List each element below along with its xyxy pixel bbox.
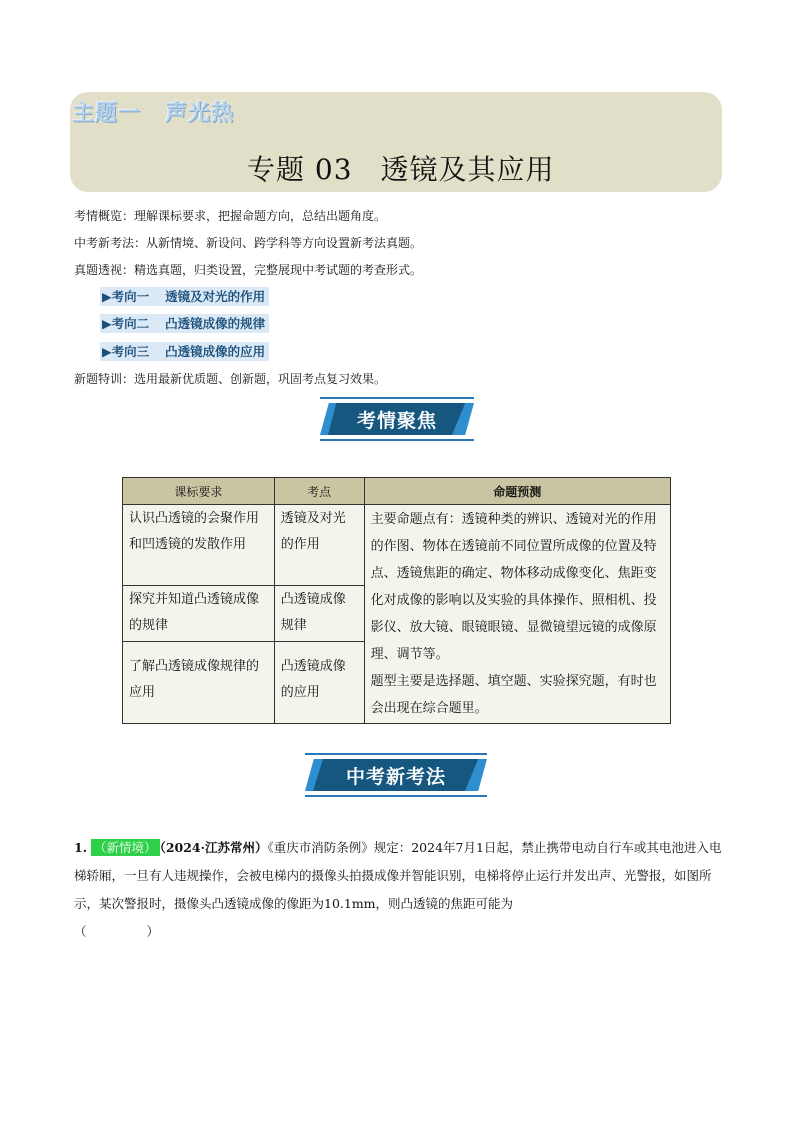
question-1 xyxy=(74,834,724,946)
question-tag-new-context: （新情境） xyxy=(91,839,160,856)
table-header-cell: 命题预测 xyxy=(364,478,670,505)
table-header-cell: 考点 xyxy=(274,478,364,505)
direction-link-3[interactable]: ▶考向三 凸透镜成像的应用 xyxy=(100,342,269,361)
curriculum-table xyxy=(122,477,671,724)
table-cell-requirement: 探究并知道凸透镜成像的规律 xyxy=(123,586,275,641)
section-banner-new-method xyxy=(305,753,487,797)
arrow-right-icon: ▶ xyxy=(102,316,112,331)
theme-title xyxy=(72,96,234,127)
table-cell-requirement: 了解凸透镜成像规律的应用 xyxy=(123,641,275,723)
table-cell-requirement: 认识凸透镜的会聚作用和凹透镜的发散作用 xyxy=(123,505,275,586)
section-banner-new-method-text: 中考新考法 xyxy=(345,765,446,788)
table-row xyxy=(123,505,671,586)
intro-line-overview: 考情概览：理解课标要求，把握命题方向，总结出题角度。 xyxy=(74,209,387,223)
intro-line-training: 新题特训：选用最新优质题、创新题，巩固考点复习效果。 xyxy=(74,372,387,386)
table-header-row xyxy=(123,478,671,505)
topic-title-b: 透镜及其应用 xyxy=(380,153,555,186)
arrow-right-icon: ▶ xyxy=(102,344,112,359)
section-banner-exam-focus-text: 考情聚焦 xyxy=(356,409,437,432)
answer-blank-close: ） xyxy=(146,924,160,939)
direction-link-1[interactable]: ▶考向一 透镜及对光的作用 xyxy=(100,287,269,306)
question-text: 《重庆市消防条例》规定：2024年7月1日起，禁止携带电动自行车或其电池进入电梯轿厢，一旦有人违规操作，会被电梯内的摄像头拍摄成像并智能识别，电梯将停止运行并发出声、光警报，如图所示，某次警报时，摄像头凸透镜成像的像距为10.1mm，则凸透镜的焦距可能为 xyxy=(74,840,722,911)
topic-title-a: 专题 03 xyxy=(247,153,353,186)
direction-link-2[interactable]: ▶考向二 凸透镜成像的规律 xyxy=(100,314,269,333)
table-cell-prediction xyxy=(364,505,670,724)
question-source: （2024·江苏常州） xyxy=(159,840,268,855)
table-header-cell: 课标要求 xyxy=(123,478,275,505)
question-number: 1. xyxy=(74,840,88,855)
table-cell-point: 透镜及对光的作用 xyxy=(274,505,364,586)
prediction-text: 主要命题点有：透镜种类的辨识、透镜对光的作用的作图、物体在透镜前不同位置所成像的位置及特点、透镜焦距的确定、物体移动成像变化、焦距变化对成像的影响以及实验的具体操作、照相机、投影仪、放大镜、眼镜眼镜、显微镜望远镜的成像原理、调节等。 xyxy=(370,512,657,662)
intro-line-new-method: 中考新考法：从新情境、新设问、跨学科等方向设置新考法真题。 xyxy=(74,236,423,250)
theme-title-a: 主题一 xyxy=(72,101,142,126)
table-cell-point: 凸透镜成像的应用 xyxy=(274,641,364,723)
topic-title xyxy=(247,148,555,188)
intro-line-real-exam: 真题透视：精选真题，归类设置，完整展现中考试题的考查形式。 xyxy=(74,263,423,277)
arrow-right-icon: ▶ xyxy=(102,289,112,304)
answer-blank-open: （ xyxy=(74,924,87,939)
theme-title-b: 声光热 xyxy=(165,101,235,126)
prediction-text-2: 题型主要是选择题、填空题、实验探究题，有时也会出现在综合题里。 xyxy=(370,674,657,716)
section-banner-exam-focus xyxy=(320,397,474,441)
table-cell-point: 凸透镜成像规律 xyxy=(274,586,364,641)
